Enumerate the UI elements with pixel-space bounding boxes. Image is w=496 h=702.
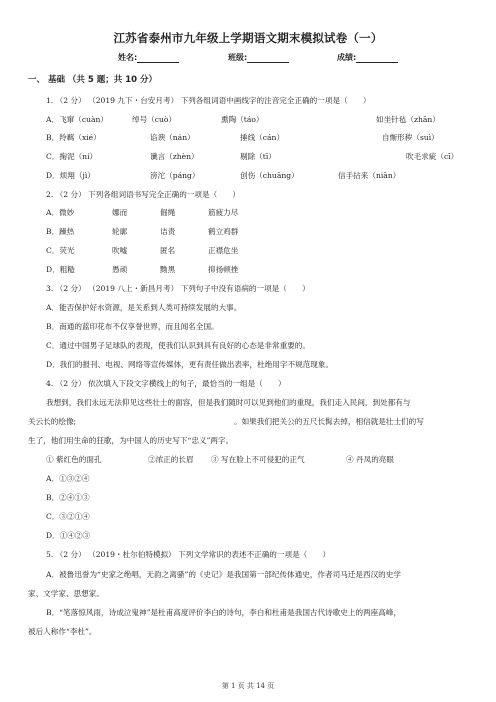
q1-a-1: A．飞窜（cuàn） [46, 115, 109, 124]
q1-b-4: 自惭形秽（suì） [382, 133, 439, 142]
q1-d-1: D．烦翔（jì） [46, 171, 95, 180]
class-label: 班级: [228, 53, 248, 62]
score-field[interactable] [337, 52, 398, 63]
q1-d-2: 滂沱（páng） [150, 171, 200, 180]
name-label: 姓名: [118, 53, 138, 62]
q2-a-4: 筋疲力尽 [208, 208, 239, 217]
q2-a-1: A．微妙 [46, 208, 75, 217]
q5-stem: 5. （2 分） （2019・杜尔伯特模拟） 下列文学常识的表述不正确的一项是（ ） [46, 550, 331, 559]
q2-d-2: 愚顽 [112, 265, 128, 274]
q2-d-3: 黝黑 [160, 265, 176, 274]
q2-a-3: 倔绳 [160, 208, 176, 217]
q4-passage-part-b: 。如果我们把关公的五尺长髯去掉，相信就是壮士们的写 [234, 417, 424, 426]
q1-c-2: 谶言（zhèn） [150, 152, 199, 161]
q4-option-b[interactable]: B．②④①③ [46, 493, 90, 502]
q4-option-c[interactable]: C．③②①④ [46, 512, 90, 521]
q1-d-3: 创伤（chuāng） [240, 171, 299, 180]
q4-passage-part-a: 关云长的绘像; [28, 417, 77, 426]
q1-b-3: 捶线（cán） [240, 133, 285, 142]
q5-option-b-line-1[interactable]: B．“笔落惊风雨，诗成泣鬼神”是杜甫高度评价李白的诗句，李白和杜甫是我国古代诗歌史上的两座高峰， [46, 608, 402, 617]
q1-stem: 1. （2 分） （2019 九下・台安月考） 下列各组词语中画线字的注音完全正确的一项是（ ） [46, 96, 371, 105]
name-blank[interactable] [137, 54, 179, 63]
q2-b-4: 鹤立鸡群 [208, 227, 239, 236]
q4-stem: 4. （2 分） 依次填入下段文字横线上的句子，最恰当的一组是（ ） [46, 379, 286, 388]
q2-a-2: 娜而 [112, 208, 128, 217]
q1-a-4: 如坐针毡（zhān） [376, 115, 440, 124]
q4-item-3: ③ 写在脸上不可侵犯的正气 [211, 455, 305, 464]
page-footer: 第 1 页 共 14 页 [221, 682, 275, 690]
q4-option-d[interactable]: D．①④②③ [46, 531, 91, 540]
q2-b-2: 轮廓 [112, 227, 128, 236]
q4-item-2: ②浓正的长眉 [148, 455, 194, 464]
class-blank[interactable] [247, 54, 289, 63]
q5-option-a-line-2[interactable]: 家、文学家、思想家。 [28, 589, 104, 598]
q1-c-1: C．掬泥（ní） [46, 152, 98, 161]
q4-option-a[interactable]: A．①③②④ [46, 474, 90, 483]
q1-d-4: 信手拈来（niān） [338, 171, 401, 180]
q1-a-2: 绰号（cuò） [132, 115, 177, 124]
q4-passage-line-3: 生了，他们用生命的狂歌，为中国人的历史写下“忠义”两字。 [28, 436, 234, 445]
q2-c-2: 吹嘘 [112, 246, 128, 255]
score-label: 成绩: [337, 53, 357, 62]
q1-b-2: 谄谀（nán） [150, 133, 195, 142]
exam-title: 江苏省泰州市九年级上学期语文期末模拟试卷（一） [113, 31, 383, 45]
q2-c-4: 正襟危坐 [208, 246, 239, 255]
q3-stem: 3. （2 分） （2019 八上・新昌月考） 下列句子中没有语病的一项是（ ） [46, 284, 310, 293]
q4-passage-line-1: 我想到，我们永远无法仰见这些壮士的面容，但是我们随时可以见到他们的重现，我们走入民间，到处都有与 [46, 398, 411, 407]
q1-a-3: 熏陶（táo） [221, 115, 264, 124]
q3-option-a[interactable]: A．能否保护好水资源，是关系到人类可持续发展的大事。 [46, 303, 242, 312]
q2-stem: 2. （2 分） 下列各组词语书写完全正确的一项是（ ） [46, 190, 240, 199]
q1-c-3: 剔除（tī） [240, 152, 276, 161]
q2-b-1: B．躁热 [46, 227, 75, 236]
q3-option-c[interactable]: C．通过中国男子足球队的表现，使我们认识到具有良好的心态是非常重要的。 [46, 341, 310, 350]
name-field[interactable] [118, 52, 179, 63]
q2-c-3: 匿名 [160, 246, 176, 255]
q4-item-4: ④ 丹凤的亮眼 [346, 455, 394, 464]
q2-d-1: D．粗糙 [46, 265, 75, 274]
q2-d-4: 抑扬顿挫 [208, 265, 239, 274]
q3-option-d[interactable]: D．我们的报刊、电视、网络等宣传媒体，更有责任做出表率，杜绝用字不规范现象。 [46, 360, 334, 369]
q1-c-4: 吹毛求疵（cī） [406, 152, 459, 161]
score-blank[interactable] [356, 54, 398, 63]
q2-c-1: C．荧光 [46, 246, 75, 255]
q5-option-a-line-1[interactable]: A．被鲁迅誉为“史家之绝唱，无韵之离骚”的《史记》是我国第一部纪传体通史，作者司马迁是西汉的史学 [46, 570, 401, 579]
q3-option-b[interactable]: B．南通的蓝印花布不仅享誉世界，而且闻名全国。 [46, 322, 219, 331]
section-heading: 一、 基础 （共 5 题；共 10 分） [28, 75, 157, 85]
q1-b-1: B．羚羁（xié） [46, 133, 101, 142]
class-field[interactable] [228, 52, 289, 63]
q4-item-1: ① 紫红色的面孔 [46, 455, 102, 464]
q2-b-3: 诘责 [160, 227, 176, 236]
q5-option-b-line-2[interactable]: 被后人称作“李杜”。 [28, 627, 97, 636]
